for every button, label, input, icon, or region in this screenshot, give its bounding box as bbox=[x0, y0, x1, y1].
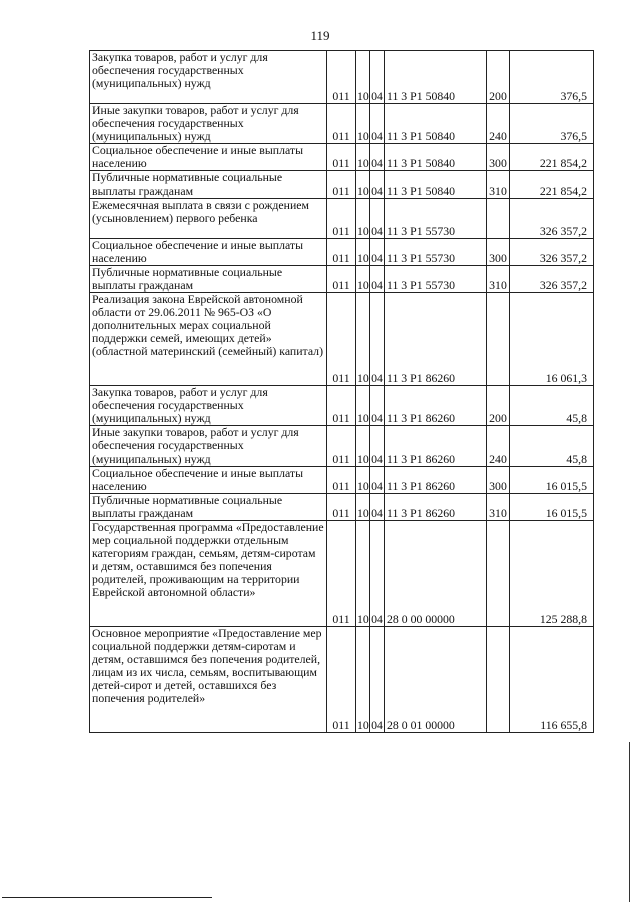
section-code: 10 bbox=[356, 520, 370, 626]
budget-table-body bbox=[90, 51, 594, 733]
target-article-code: 11 3 Р1 50840 bbox=[385, 104, 487, 144]
expense-type-code: 300 bbox=[487, 144, 510, 171]
target-article-code: 11 3 Р1 86260 bbox=[385, 386, 487, 426]
target-article-code: 11 3 Р1 86260 bbox=[385, 466, 487, 493]
section-code: 10 bbox=[356, 386, 370, 426]
table-row bbox=[90, 466, 594, 493]
expense-type-code: 310 bbox=[487, 265, 510, 292]
amount: 326 357,2 bbox=[510, 265, 594, 292]
section-code: 10 bbox=[356, 238, 370, 265]
subsection-code: 04 bbox=[370, 493, 385, 520]
expense-type-code bbox=[487, 520, 510, 626]
subsection-code: 04 bbox=[370, 293, 385, 386]
section-code: 10 bbox=[356, 626, 370, 732]
subsection-code: 04 bbox=[370, 386, 385, 426]
section-code: 10 bbox=[356, 493, 370, 520]
ministry-code: 011 bbox=[327, 293, 356, 386]
item-name: Закупка товаров, работ и услуг для обеспечения государственных (муниципальных) нужд bbox=[90, 386, 327, 426]
ministry-code: 011 bbox=[327, 265, 356, 292]
ministry-code: 011 bbox=[327, 493, 356, 520]
section-code: 10 bbox=[356, 466, 370, 493]
amount: 376,5 bbox=[510, 51, 594, 104]
item-name: Закупка товаров, работ и услуг для обеспечения государственных (муниципальных) нужд bbox=[90, 51, 327, 104]
expense-type-code bbox=[487, 293, 510, 386]
subsection-code: 04 bbox=[370, 426, 385, 466]
item-name: Реализация закона Еврейской автономной области от 29.06.2011 № 965-ОЗ «О дополнительных мерах социальной поддержки семей, имеющих детей» (областной материнский (семейный) капитал) bbox=[90, 293, 327, 386]
table-row bbox=[90, 626, 594, 732]
target-article-code: 28 0 01 00000 bbox=[385, 626, 487, 732]
ministry-code: 011 bbox=[327, 426, 356, 466]
amount: 221 854,2 bbox=[510, 144, 594, 171]
subsection-code: 04 bbox=[370, 171, 385, 198]
subsection-code: 04 bbox=[370, 198, 385, 238]
expense-type-code: 300 bbox=[487, 466, 510, 493]
subsection-code: 04 bbox=[370, 51, 385, 104]
item-name: Публичные нормативные социальные выплаты гражданам bbox=[90, 493, 327, 520]
target-article-code: 11 3 Р1 50840 bbox=[385, 51, 487, 104]
footer-rule bbox=[2, 897, 212, 898]
target-article-code: 11 3 Р1 50840 bbox=[385, 171, 487, 198]
amount: 45,8 bbox=[510, 386, 594, 426]
target-article-code: 11 3 Р1 55730 bbox=[385, 238, 487, 265]
amount: 221 854,2 bbox=[510, 171, 594, 198]
section-code: 10 bbox=[356, 293, 370, 386]
item-name: Социальное обеспечение и иные выплаты населению bbox=[90, 466, 327, 493]
ministry-code: 011 bbox=[327, 104, 356, 144]
item-name: Иные закупки товаров, работ и услуг для обеспечения государственных (муниципальных) нужд bbox=[90, 426, 327, 466]
section-code: 10 bbox=[356, 265, 370, 292]
table-row bbox=[90, 198, 594, 238]
target-article-code: 11 3 Р1 86260 bbox=[385, 493, 487, 520]
budget-table bbox=[89, 50, 594, 733]
target-article-code: 11 3 Р1 86260 bbox=[385, 293, 487, 386]
ministry-code: 011 bbox=[327, 626, 356, 732]
section-code: 10 bbox=[356, 426, 370, 466]
item-name: Социальное обеспечение и иные выплаты населению bbox=[90, 144, 327, 171]
section-code: 10 bbox=[356, 51, 370, 104]
item-name: Ежемесячная выплата в связи с рождением (усыновлением) первого ребенка bbox=[90, 198, 327, 238]
expense-type-code: 240 bbox=[487, 426, 510, 466]
section-code: 10 bbox=[356, 171, 370, 198]
amount: 16 061,3 bbox=[510, 293, 594, 386]
target-article-code: 11 3 Р1 86260 bbox=[385, 426, 487, 466]
subsection-code: 04 bbox=[370, 626, 385, 732]
subsection-code: 04 bbox=[370, 144, 385, 171]
section-code: 10 bbox=[356, 198, 370, 238]
item-name: Иные закупки товаров, работ и услуг для обеспечения государственных (муниципальных) нужд bbox=[90, 104, 327, 144]
ministry-code: 011 bbox=[327, 51, 356, 104]
section-code: 10 bbox=[356, 144, 370, 171]
amount: 116 655,8 bbox=[510, 626, 594, 732]
amount: 326 357,2 bbox=[510, 238, 594, 265]
target-article-code: 11 3 Р1 55730 bbox=[385, 198, 487, 238]
item-name: Социальное обеспечение и иные выплаты населению bbox=[90, 238, 327, 265]
expense-type-code: 200 bbox=[487, 51, 510, 104]
table-row bbox=[90, 51, 594, 104]
subsection-code: 04 bbox=[370, 265, 385, 292]
target-article-code: 11 3 Р1 50840 bbox=[385, 144, 487, 171]
expense-type-code bbox=[487, 198, 510, 238]
table-row bbox=[90, 520, 594, 626]
ministry-code: 011 bbox=[327, 171, 356, 198]
table-row bbox=[90, 265, 594, 292]
table-row bbox=[90, 171, 594, 198]
ministry-code: 011 bbox=[327, 466, 356, 493]
expense-type-code: 310 bbox=[487, 171, 510, 198]
expense-type-code: 310 bbox=[487, 493, 510, 520]
expense-type-code bbox=[487, 626, 510, 732]
target-article-code: 11 3 Р1 55730 bbox=[385, 265, 487, 292]
item-name: Государственная программа «Предоставление мер социальной поддержки отдельным категориям граждан, семьям, детям-сиротам и детям, оставшимся без попечения родителей, проживающим на территории Еврейской автономной области» bbox=[90, 520, 327, 626]
table-row bbox=[90, 426, 594, 466]
page-number: 119 bbox=[310, 28, 330, 43]
item-name: Публичные нормативные социальные выплаты гражданам bbox=[90, 265, 327, 292]
amount: 16 015,5 bbox=[510, 493, 594, 520]
subsection-code: 04 bbox=[370, 520, 385, 626]
ministry-code: 011 bbox=[327, 144, 356, 171]
expense-type-code: 240 bbox=[487, 104, 510, 144]
amount: 326 357,2 bbox=[510, 198, 594, 238]
table-row bbox=[90, 144, 594, 171]
table-row bbox=[90, 104, 594, 144]
table-row bbox=[90, 386, 594, 426]
ministry-code: 011 bbox=[327, 386, 356, 426]
page-edge-mark bbox=[629, 742, 630, 902]
amount: 125 288,8 bbox=[510, 520, 594, 626]
subsection-code: 04 bbox=[370, 238, 385, 265]
subsection-code: 04 bbox=[370, 104, 385, 144]
ministry-code: 011 bbox=[327, 238, 356, 265]
item-name: Основное мероприятие «Предоставление мер социальной поддержки детям-сиротам и детям, оставшимся без попечения родителей, лицам из их числа, семьям, воспитывающим детей-сирот и детей, оставшихся без попечения родителей» bbox=[90, 626, 327, 732]
expense-type-code: 300 bbox=[487, 238, 510, 265]
amount: 45,8 bbox=[510, 426, 594, 466]
amount: 376,5 bbox=[510, 104, 594, 144]
ministry-code: 011 bbox=[327, 520, 356, 626]
table-row bbox=[90, 293, 594, 386]
item-name: Публичные нормативные социальные выплаты гражданам bbox=[90, 171, 327, 198]
target-article-code: 28 0 00 00000 bbox=[385, 520, 487, 626]
table-row bbox=[90, 493, 594, 520]
section-code: 10 bbox=[356, 104, 370, 144]
table-row bbox=[90, 238, 594, 265]
ministry-code: 011 bbox=[327, 198, 356, 238]
expense-type-code: 200 bbox=[487, 386, 510, 426]
amount: 16 015,5 bbox=[510, 466, 594, 493]
subsection-code: 04 bbox=[370, 466, 385, 493]
